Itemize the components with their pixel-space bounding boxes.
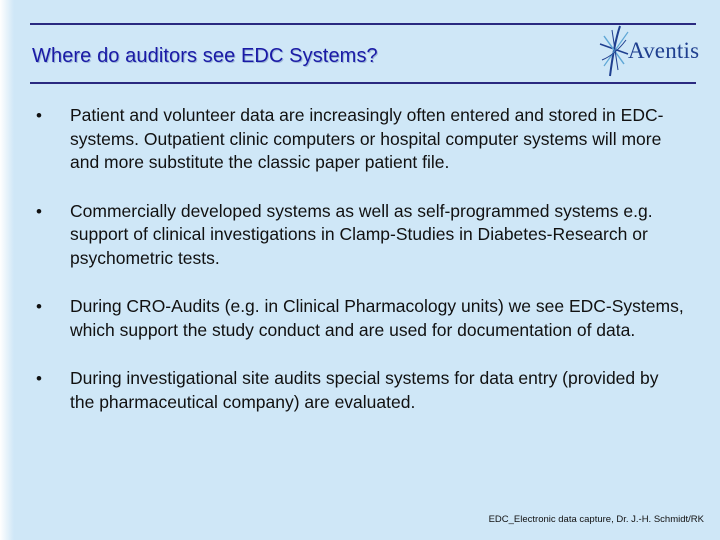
bullet-item	[36, 104, 686, 175]
bullet-text: Patient and volunteer data are increasingly often entered and stored in EDC-systems. Outpatient clinic computers or hospital computer systems will more and more substitute the classic paper patient file.	[70, 105, 664, 172]
slide-title: Where do auditors see EDC Systems?	[32, 45, 378, 67]
bullet-text: During investigational site audits special systems for data entry (provided by the pharmaceutical company) are evaluated.	[70, 368, 659, 412]
bullet-icon: •	[36, 369, 42, 388]
logo-wordmark: Aventis	[628, 38, 700, 63]
bullet-text: Commercially developed systems as well as self-programmed systems e.g. support of clinical investigations in Clamp-Studies in Diabetes-Research or psychometric tests.	[70, 200, 653, 268]
slide-footer: EDC_Electronic data capture, Dr. J.-H. Schmidt/RK	[488, 514, 704, 525]
bullet-item	[36, 295, 686, 342]
header-rule	[30, 82, 696, 84]
bullet-icon: •	[36, 201, 42, 221]
bullet-item	[36, 200, 686, 271]
bullet-icon: •	[36, 297, 42, 316]
bullet-text: During CRO-Audits (e.g. in Clinical Pharmacology units) we see EDC-Systems, which support the study conduct and are used for documentation of data.	[70, 296, 684, 340]
aventis-logo	[598, 24, 700, 78]
bullet-list	[36, 104, 686, 439]
top-rule	[30, 23, 696, 25]
bullet-item	[36, 367, 686, 414]
bullet-icon: •	[36, 106, 42, 125]
